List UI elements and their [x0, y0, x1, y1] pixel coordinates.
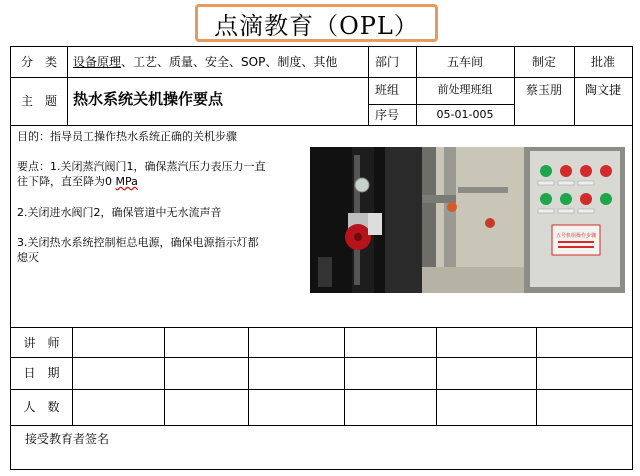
dept-label: 部门 — [375, 55, 400, 69]
purpose-text: 目的：指导员工操作热水系统正确的关机步骤 — [17, 130, 237, 143]
row-divider — [11, 425, 632, 426]
attendee-count-label: 人 数 — [23, 400, 60, 414]
control-cabinet-photo — [524, 147, 625, 293]
point3-line1: 3.关闭热水系统控制柜总电源，确保电源指示灯都 — [17, 236, 259, 249]
category-value — [73, 56, 337, 68]
inlet-valve-image — [422, 147, 524, 293]
lecturer-label: 讲 师 — [23, 336, 60, 350]
steam-valve-image — [310, 147, 422, 293]
row-divider — [11, 125, 632, 126]
col-divider — [67, 47, 68, 125]
team-label: 班组 — [375, 83, 400, 97]
category-selected: 设备原理 — [73, 55, 122, 69]
control-cabinet-image — [524, 147, 625, 293]
opl-title-banner — [195, 4, 438, 42]
point2-text: 2.关闭进水阀门2，确保管道中无水流声音 — [17, 206, 222, 219]
signature-label: 接受教育者签名 — [25, 432, 110, 446]
pressure-unit: MPa — [115, 175, 138, 188]
made-label: 制定 — [531, 55, 556, 69]
point1-line1: 要点：1.关闭蒸汽阀门1，确保蒸汽压力表压力一直 — [17, 160, 266, 173]
subject-label: 主 题 — [20, 94, 57, 108]
row-divider — [11, 357, 632, 358]
point1-text: 往下降，直至降为0 — [17, 175, 116, 188]
dept-value: 五车间 — [446, 55, 483, 69]
point3-line2: 熄灭 — [17, 251, 39, 264]
approve-value: 陶文捷 — [584, 83, 621, 97]
subject-value: 热水系统关机操作要点 — [73, 90, 224, 108]
inlet-valve-photo — [422, 147, 524, 293]
point1-line2 — [17, 174, 138, 189]
opl-title: 点滴教育（OPL） — [214, 11, 419, 40]
row-divider — [11, 327, 632, 328]
approve-label: 批准 — [590, 55, 615, 69]
team-value: 前处理班组 — [437, 83, 493, 96]
col-divider — [248, 327, 249, 425]
col-divider — [164, 327, 165, 425]
date-label: 日 期 — [23, 366, 60, 380]
made-value: 蔡玉朋 — [525, 83, 562, 97]
row-divider — [368, 104, 514, 105]
col-divider — [72, 327, 73, 425]
opl-sheet — [10, 46, 633, 470]
category-label: 分 类 — [20, 55, 57, 69]
seq-value: 05-01-005 — [436, 108, 494, 121]
col-divider — [344, 327, 345, 425]
category-options: 、工艺、质量、安全、SOP、制度、其他 — [121, 55, 338, 69]
row-divider — [11, 77, 632, 78]
col-divider — [368, 47, 369, 125]
col-divider — [536, 327, 537, 425]
row-divider — [11, 389, 632, 390]
seq-label: 序号 — [375, 108, 400, 122]
steam-valve-photo — [310, 147, 422, 293]
col-divider — [436, 327, 437, 425]
cabinet-sign-text: 五号机组操作步骤 — [555, 233, 597, 239]
